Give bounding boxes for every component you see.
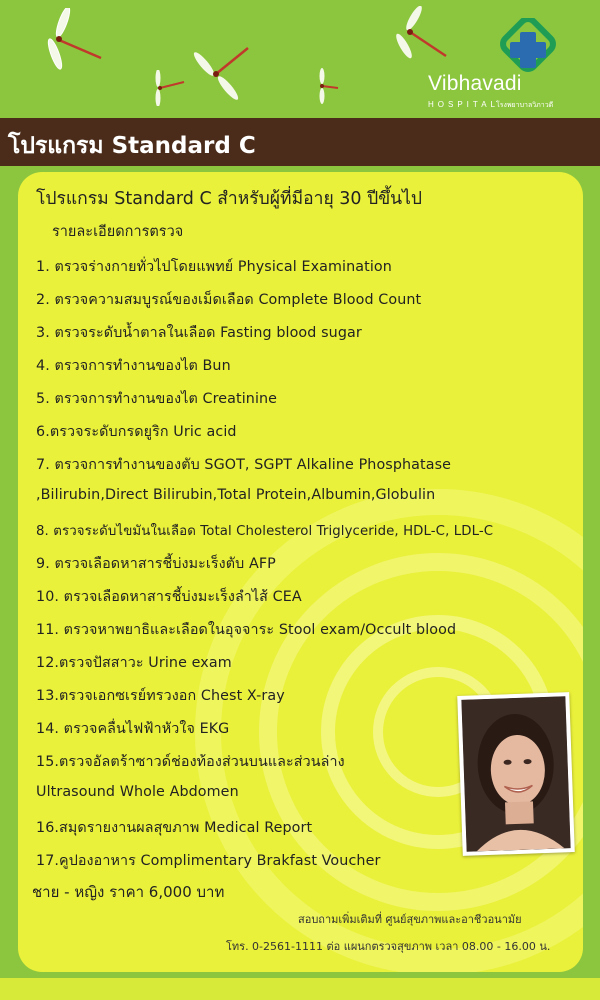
list-item: 16.สมุดรายงานผลสุขภาพ Medical Report [36,820,313,836]
dragonfly-icon [190,44,252,104]
dragonfly-icon [312,68,340,104]
list-item: 13.ตรวจเอกซเรย์ทรวงอก Chest X-ray [36,688,285,704]
model-photo [457,692,575,856]
photo-image [461,696,570,852]
list-item: 15.ตรวจอัลตร้าซาวด์ช่องท้องส่วนบนและส่วนล่าง [36,754,345,770]
logo-subtitle: HOSPITAL [428,100,499,109]
list-item: 5. ตรวจการทำงานของไต Creatinine [36,391,278,407]
contact-phone-line: โทร. 0-2561-1111 ต่อ แผนกตรวจสุขภาพ เวลา 08.00 - 16.00 น. [226,940,551,953]
list-item: 2. ตรวจความสมบูรณ์ของเม็ดเลือด Complete Blood Count [36,292,422,308]
header-banner [0,0,600,118]
dragonfly-icon [45,8,105,70]
list-item: 10. ตรวจเลือดหาสารชี้บ่งมะเร็งลำไส้ CEA [36,589,302,605]
program-heading: โปรแกรม Standard C สำหรับผู้ที่มีอายุ 30 ปีขึ้นไป [36,189,423,209]
list-item: 7. ตรวจการทำงานของตับ SGOT, SGPT Alkaline Phosphatase [36,457,452,473]
page-title: โปรแกรม Standard C [8,133,256,159]
logo-thai-name: โรงพยาบาลวิภาวดี [496,101,554,109]
card-content [18,172,583,972]
price-text: ชาย - หญิง ราคา 6,000 บาท [32,883,225,901]
list-item: 17.คูปองอาหาร Complimentary Brakfast Voucher [36,853,381,869]
list-item: 6.ตรวจระดับกรดยูริก Uric acid [36,424,237,440]
list-item: 4. ตรวจการทำงานของไต Bun [36,358,231,374]
list-item-continuation: Ultrasound Whole Abdomen [36,784,239,800]
list-item: 14. ตรวจคลื่นไฟฟ้าหัวใจ EKG [36,721,230,737]
list-item: 12.ตรวจปัสสาวะ Urine exam [36,655,232,671]
contact-line: สอบถามเพิ่มเติมที่ ศูนย์สุขภาพและอาชีวอนามัย [298,913,522,926]
list-item: 11. ตรวจหาพยาธิและเลือดในอุจจาระ Stool exam/Occult blood [36,622,457,638]
list-item: 1. ตรวจร่างกายทั่วไปโดยแพทย์ Physical Examination [36,259,392,275]
list-item: 8. ตรวจระดับไขมันในเลือด Total Cholesterol Triglyceride, HDL-C, LDL-C [36,524,494,539]
list-item: 3. ตรวจระดับน้ำตาลในเลือด Fasting blood sugar [36,325,362,341]
dragonfly-icon [150,70,186,106]
hospital-logo [428,18,558,114]
program-card [18,172,583,972]
logo-name: Vibhavadi [428,72,522,95]
details-heading: รายละเอียดการตรวจ [52,224,184,240]
list-item: 9. ตรวจเลือดหาสารชี้บ่งมะเร็งตับ AFP [36,556,276,572]
title-bar [0,118,600,166]
bottom-band [0,978,600,1000]
list-item-continuation: ,Bilirubin,Direct Bilirubin,Total Protein,Albumin,Globulin [36,487,436,503]
